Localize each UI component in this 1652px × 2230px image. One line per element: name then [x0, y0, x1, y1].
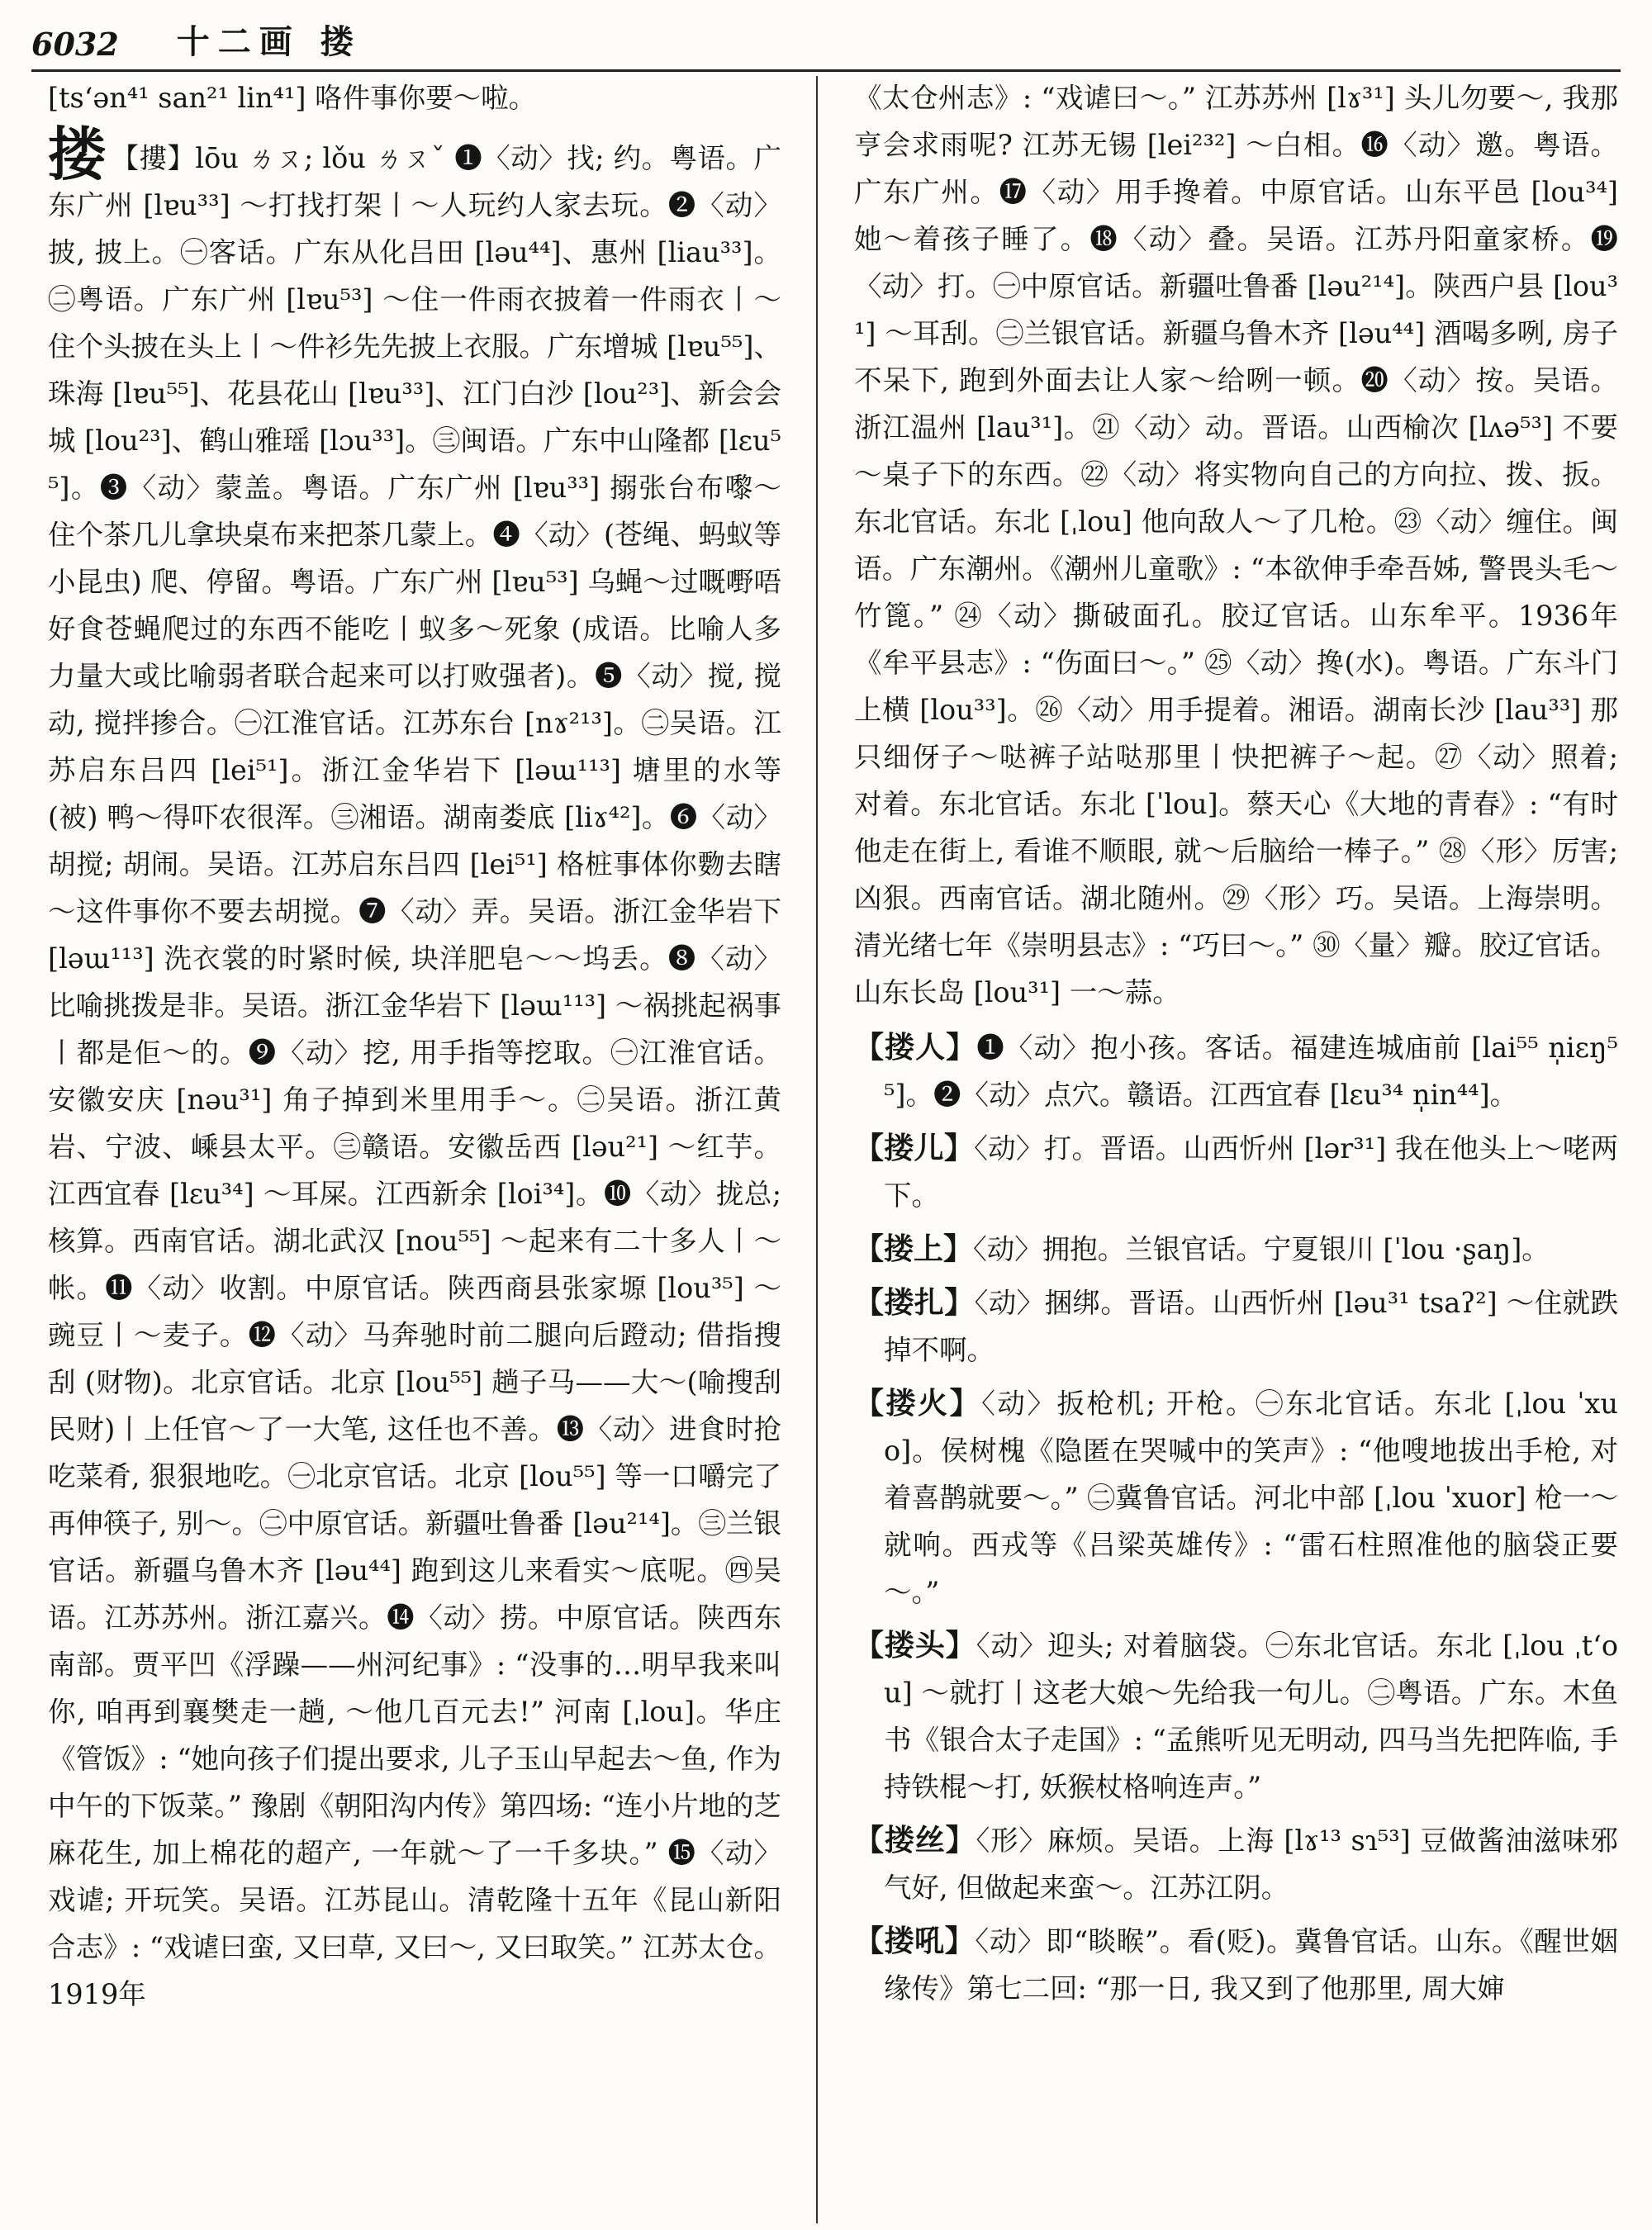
subentry-headword: 【搂火】	[854, 1386, 982, 1421]
headword-char: 搂	[48, 120, 107, 188]
right-column	[854, 74, 1618, 2222]
subentry	[854, 1226, 1618, 1273]
subentry	[854, 1125, 1618, 1219]
subentry	[854, 1918, 1618, 2012]
page-number: 6032	[31, 26, 119, 63]
subentry	[854, 1279, 1618, 1374]
subentry-body: 〈动〉扳枪机; 开枪。㊀东北官话。东北 [ˌlou ˈxuo]。侯树槐《隐匿在哭喊中的笑声》: “他嗖地拔出手枪, 对着喜鹊就要～。” ㊁冀鲁官话。河北中部 [ˌlou ˈxuor] 枪一～就响。西戎等《吕梁英雄传》: “雷石柱照准他的脑袋正要～。”	[884, 1388, 1618, 1608]
subentry-headword: 【搂扎】	[854, 1285, 975, 1320]
subentry-headword: 【搂上】	[854, 1231, 974, 1266]
subentry	[854, 1817, 1618, 1911]
section-title: 十二画 搂	[176, 22, 362, 61]
continuation-text-right: 《太仓州志》: “戏谑曰～。” 江苏苏州 [lɤ³¹] 头儿勿要～, 我那亨会求雨呢? 江苏无锡 [lei²³²] ～白相。⓰〈动〉邀。粤语。广东广州。⓱〈动〉用手搀着。中原官话。山东平邑 [lou³⁴] 她～着孩子睡了。⓲〈动〉叠。吴语。江苏丹阳童家桥。⓳〈动〉打。㊀中原官话。新疆吐鲁番 [ləu²¹⁴]。陕西户县 [lou³¹] ～耳刮。㊁兰银官话。新疆乌鲁木齐 [ləu⁴⁴] 酒喝多咧, 房子不呆下, 跑到外面去让人家～给咧一顿。⓴〈动〉按。吴语。浙江温州 [lau³¹]。㉑〈动〉动。晋语。山西榆次 [lʌə⁵³] 不要～桌子下的东西。㉒〈动〉将实物向自己的方向拉、拨、扳。东北官话。东北 [ˌlou] 他向敌人～了几枪。㉓〈动〉缠住。闽语。广东潮州。《潮州儿童歌》: “本欲伸手牵吾姊, 警畏头毛～竹篦。” ㉔〈动〉撕破面孔。胶辽官话。山东牟平。1936年《牟平县志》: “伤面曰～。” ㉕〈动〉搀(水)。粤语。广东斗门上横 [lou³³]。㉖〈动〉用手提着。湘语。湖南长沙 [lau³³] 那只细伢子～哒裤子站哒那里丨快把裤子～起。㉗〈动〉照着; 对着。东北官话。东北 [ˈlou]。蔡天心《大地的青春》: “有时他走在街上, 看谁不顺眼, 就～后脑给一棒子。” ㉘〈形〉厉害; 凶狠。西南官话。湖北随州。㉙〈形〉巧。吴语。上海崇明。清光绪七年《崇明县志》: “巧曰～。” ㉚〈量〉瓣。胶辽官话。山东长岛 [lou³¹] 一～蒜。	[854, 82, 1618, 1008]
main-entry-body: 【摟】lōu ㄌㄡ; lǒu ㄌㄡˇ ❶〈动〉找; 约。粤语。广东广州 [lɐu³³] ～打找打架丨～人玩约人家去玩。❷〈动〉披, 披上。㊀客话。广东从化吕田 [ləu⁴⁴]、惠州 [liau³³]。㊁粤语。广东广州 [lɐu⁵³] ～住一件雨衣披着一件雨衣丨～住个头披在头上丨～件衫先先披上衣服。广东增城 [lɐu⁵⁵]、珠海 [lɐu⁵⁵]、花县花山 [lɐu³³]、江门白沙 [lou²³]、新会会城 [lou²³]、鹤山雅瑶 [lɔu³³]。㊂闽语。广东中山隆都 [lɛu⁵⁵]。❸〈动〉蒙盖。粤语。广东广州 [lɐu³³] 搦张台布嚟～住个茶几儿拿块桌布来把茶几蒙上。❹〈动〉(苍绳、蚂蚁等小昆虫) 爬、停留。粤语。广东广州 [lɐu⁵³] 乌蝇～过嘅嘢唔好食苍蝇爬过的东西不能吃丨蚁多～死象 (成语。比喻人多力量大或比喻弱者联合起来可以打败强者)。❺〈动〉搅, 搅动, 搅拌掺合。㊀江淮官话。江苏东台 [nɤ²¹³]。㊁吴语。江苏启东吕四 [lei⁵¹]。浙江金华岩下 [ləɯ¹¹³] 塘里的水等 (被) 鸭～得吓农很浑。㊂湘语。湖南娄底 [liɤ⁴²]。❻〈动〉胡搅; 胡闹。吴语。江苏启东吕四 [lei⁵¹] 格桩事体你覅去瞎～这件事你不要去胡搅。❼〈动〉弄。吴语。浙江金华岩下 [ləɯ¹¹³] 洗衣裳的时紧时候, 块洋肥皂～～坞丢。❽〈动〉比喻挑拨是非。吴语。浙江金华岩下 [ləɯ¹¹³] ～祸挑起祸事丨都是佢～的。❾〈动〉挖, 用手指等挖取。㊀江淮官话。安徽安庆 [nəu³¹] 角子掉到米里用手～。㊁吴语。浙江黄岩、宁波、嵊县太平。㊂赣语。安徽岳西 [ləu²¹] ～红芋。江西宜春 [lɛu³⁴] ～耳屎。江西新余 [loi³⁴]。❿〈动〉拢总; 核算。西南官话。湖北武汉 [nou⁵⁵] ～起来有二十多人丨～帐。⓫〈动〉收割。中原官话。陕西商县张家塬 [lou³⁵] ～豌豆丨～麦子。⓬〈动〉马奔驰时前二腿向后蹬动; 借指搜刮 (财物)。北京官话。北京 [lou⁵⁵] 趟子马——大～(喻搜刮民财)丨上任官～了一大笔, 这任也不善。⓭〈动〉进食时抢吃菜肴, 狠狠地吃。㊀北京官话。北京 [lou⁵⁵] 等一口嚼完了再伸筷子, 别～。㊁中原官话。新疆吐鲁番 [ləu²¹⁴]。㊂兰银官话。新疆乌鲁木齐 [ləu⁴⁴] 跑到这儿来看实～底呢。㊃吴语。江苏苏州。浙江嘉兴。⓮〈动〉捞。中原官话。陕西东南部。贾平凹《浮躁——州河纪事》: “没事的…明早我来叫你, 咱再到襄樊走一趟, ～他几百元去!” 河南 [ˌlou]。华庄《管饭》: “她向孩子们提出要求, 儿子玉山早起去～鱼, 作为中午的下饭菜。” 豫剧《朝阳沟内传》第四场: “连小片地的芝麻花生, 加上棉花的超产, 一年就～了一千多块。” ⓯〈动〉戏谑; 开玩笑。吴语。江苏昆山。清乾隆十五年《昆山新阳合志》: “戏谑曰蛮, 又曰草, 又曰～, 又曰取笑。” 江苏太仓。1919年	[48, 142, 781, 2010]
subentry-body: 〈动〉打。晋语。山西忻州 [lər³¹] 我在他头上～咾两下。	[884, 1132, 1618, 1212]
column-divider	[816, 76, 818, 2223]
left-column	[48, 74, 781, 2222]
subentry-headword: 【搂吼】	[854, 1924, 976, 1958]
subentry	[854, 1380, 1618, 1616]
subentry	[854, 1622, 1618, 1810]
subentry-headword: 【搂头】	[854, 1628, 976, 1663]
subentry-body: 〈动〉拥抱。兰银官话。宁夏银川 [ˈlou ·ʂaŋ]。	[973, 1233, 1550, 1265]
continuation-text-left: [ts‘ən⁴¹ san²¹ lin⁴¹] 咯件事你要～啦。	[48, 82, 537, 114]
subentry-body: ❶〈动〉抱小孩。客话。福建连城庙前 [lai⁵⁵ n̩iɛŋ⁵⁵]。❷〈动〉点穴。赣语。江西宜春 [lɛu³⁴ n̩in⁴⁴]。	[884, 1032, 1618, 1111]
subentry	[854, 1024, 1618, 1118]
subentry-headword: 【搂儿】	[854, 1131, 975, 1165]
main-entry	[48, 120, 781, 2018]
subentry-body: 〈动〉捆绑。晋语。山西忻州 [ləu³¹ tsaʔ²] ～住就跌掉不啊。	[884, 1287, 1618, 1366]
subentry-headword: 【搂人】	[854, 1030, 977, 1065]
subentry-body: 〈动〉迎头; 对着脑袋。㊀东北官话。东北 [ˌlou ˌt‘ou] ～就打丨这老大娘～先给我一句儿。㊁粤语。广东。木鱼书《银合太子走国》: “孟熊听见无明动, 四马当先把阵临, 手持铁棍～打, 妖猴杖格响连声。”	[884, 1630, 1618, 1803]
subentry-body: 〈形〉麻烦。吴语。上海 [lɤ¹³ sɿ⁵³] 豆做酱油滋味邪气好, 但做起来蛮～。江苏江阴。	[884, 1824, 1618, 1904]
subentry-headword: 【搂丝】	[854, 1823, 976, 1858]
page-header	[31, 12, 1621, 72]
subentry-body: 〈动〉即“睒睺”。看(贬)。冀鲁官话。山东。《醒世姻缘传》第七二回: “那一日, 我又到了他那里, 周大婶	[884, 1925, 1618, 2005]
